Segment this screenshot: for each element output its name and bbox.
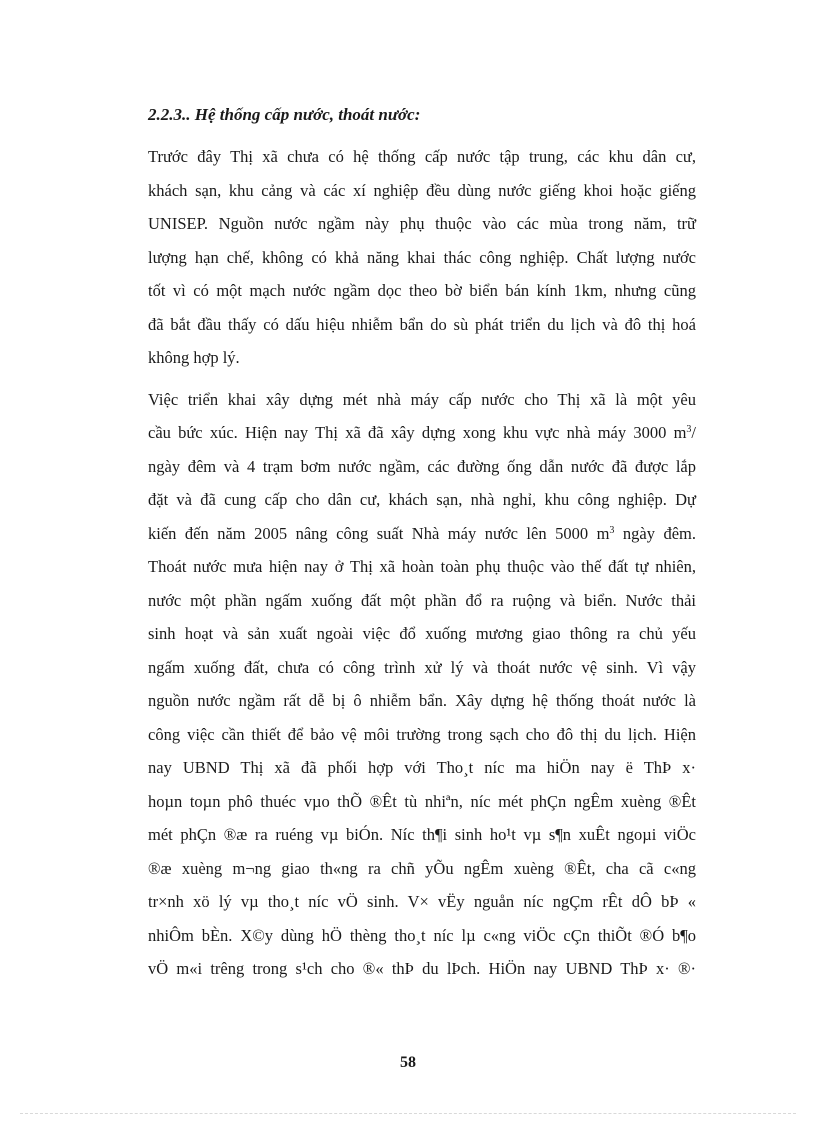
text-line: vÖ m«i trêng trong s¹ch cho ®« thÞ du lÞch. HiÖn nay UBND ThÞ x· ®· bbox=[148, 959, 696, 978]
page-number: 58 bbox=[400, 1054, 416, 1071]
page-body bbox=[148, 98, 696, 986]
paragraph-1 bbox=[148, 140, 696, 375]
section-heading: 2.2.3.. Hệ thống cấp nước, thoát nước: bbox=[148, 105, 421, 124]
text-line: nước một phần ngấm xuống đất một phần đổ ra ruộng và biển. Nước thải bbox=[148, 590, 696, 610]
text-line: Việc triển khai xây dựng mét nhà máy cấp nước cho Thị xã là một yêu bbox=[148, 389, 696, 409]
superscript: 3 bbox=[609, 524, 615, 536]
text-line: ngày đêm và 4 trạm bơm nước ngầm, các đường ống dẫn nước đã được lắp bbox=[148, 456, 696, 476]
text-line: đã bắt đầu thấy có dấu hiệu nhiễm bẩn do sù phát triển du lịch và đô thị hoá bbox=[148, 314, 696, 334]
text-line: nguồn nước ngầm rất dễ bị ô nhiễm bẩn. Xây dựng hệ thống thoát nước là bbox=[148, 691, 696, 710]
text-segment: / bbox=[691, 423, 696, 442]
text-line: tốt vì có một mạch nước ngầm dọc theo bờ biển bán kính 1km, nhưng cũng bbox=[148, 281, 696, 300]
text-line: không hợp lý. bbox=[148, 348, 240, 367]
text-line: nay UBND Thị xã đã phối hợp với Tho¸t níc ma hiÖn nay ë ThÞ x· bbox=[148, 758, 696, 777]
text-line: đặt và đã cung cấp cho dân cư, khách sạn, nhà nghỉ, khu công nghiệp. Dự bbox=[148, 490, 696, 509]
text-line: Trước đây Thị xã chưa có hệ thống cấp nước tập trung, các khu dân cư, bbox=[148, 147, 696, 166]
text-line: Thoát nước mưa hiện nay ở Thị xã hoàn toàn phụ thuộc vào thế đất tự nhiên, bbox=[148, 557, 696, 576]
text-line: nhiÔm bÈn. X©y dùng hÖ thèng tho¸t níc lµ c«ng viÖc cÇn thiÕt ®Ó b¶o bbox=[148, 925, 696, 945]
text-line: sinh hoạt và sản xuất ngoài việc đổ xuống mương giao thông ra chủ yếu bbox=[148, 624, 696, 643]
text-segment: cầu bức xúc. Hiện nay Thị xã đã xây dựng xong khu vực nhà máy 3000 m bbox=[148, 423, 687, 442]
text-line: hoµn toµn phô thuéc vµo thÕ ®Êt tù nhiªn, níc mét phÇn ngÊm xuèng ®Êt bbox=[148, 791, 696, 811]
text-line-with-superscript bbox=[148, 416, 696, 450]
paragraph-2 bbox=[148, 383, 696, 986]
text-line: tr×nh xö lý vµ tho¸t níc vÖ sinh. V× vËy nguån níc ngÇm rÊt dÔ bÞ « bbox=[148, 892, 696, 911]
superscript: 3 bbox=[686, 424, 692, 435]
text-line: công việc cần thiết để bảo vệ môi trường trong sạch cho đô thị du lịch. Hiện bbox=[148, 724, 696, 744]
text-line: UNISEP. Nguồn nước ngầm này phụ thuộc vào các mùa trong năm, trữ bbox=[148, 214, 696, 233]
text-line: mét phÇn ®æ ra ruéng vµ biÓn. Níc th¶i sinh ho¹t vµ s¶n xuÊt ngoµi viÖc bbox=[148, 825, 696, 844]
text-line: khách sạn, khu cảng và các xí nghiệp đều dùng nước giếng khoi hoặc giếng bbox=[148, 180, 696, 200]
text-segment: ngày đêm. bbox=[614, 523, 696, 543]
page-bottom-divider bbox=[20, 1113, 796, 1114]
text-line-with-superscript bbox=[148, 517, 696, 551]
text-segment: kiến đến năm 2005 nâng công suất Nhà máy nước lên 5000 m bbox=[148, 523, 610, 543]
text-line: ®æ xuèng m¬ng giao th«ng ra chñ yÕu ngÊm xuèng ®Êt, cha cã c«ng bbox=[148, 858, 696, 878]
text-line: lượng hạn chế, không có khả năng khai thác công nghiệp. Chất lượng nước bbox=[148, 247, 696, 267]
text-line: ngấm xuống đất, chưa có công trình xử lý và thoát nước vệ sinh. Vì vậy bbox=[148, 657, 696, 677]
